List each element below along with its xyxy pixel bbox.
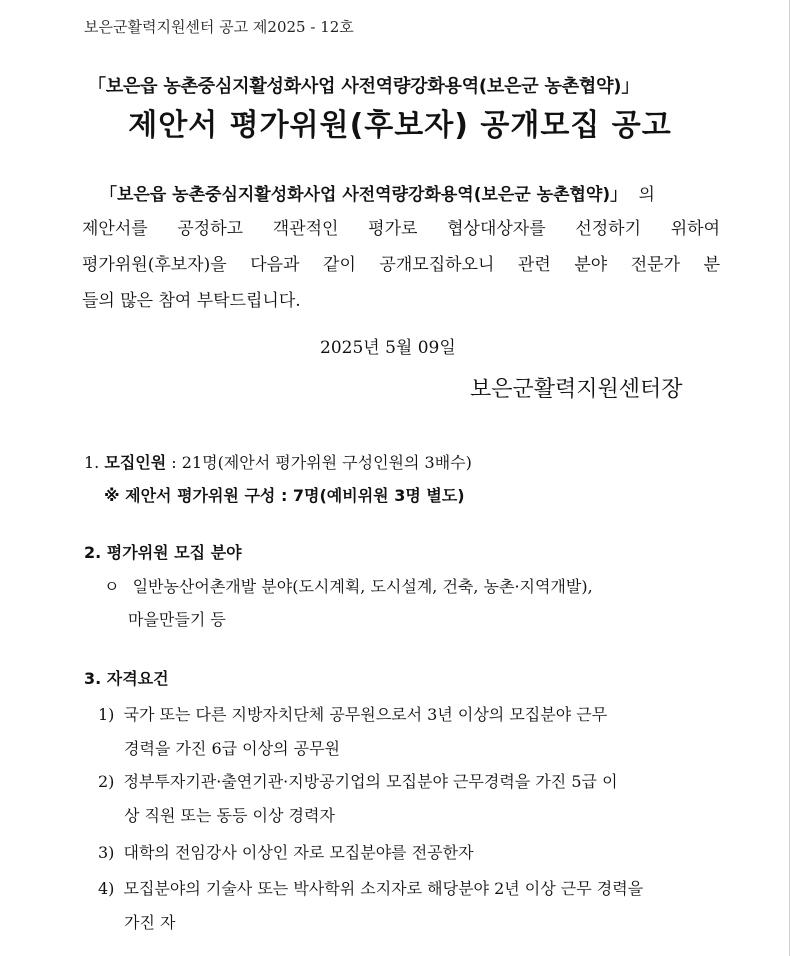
- qualification-1-number: 1): [98, 705, 115, 724]
- section-1-note: ※ 제안서 평가위원 구성 : 7명(예비위원 3명 별도): [104, 486, 465, 505]
- intro-line-1-tail: 의: [638, 185, 655, 205]
- qualification-item-3: [98, 840, 474, 863]
- qualification-4-line-2: 가진 자: [124, 913, 176, 932]
- section-2-item: [104, 574, 593, 597]
- qualification-item-2: [98, 769, 618, 792]
- intro-project-name: 「보은읍 농촌중심지활성화사업 사전역량강화용역(보은군 농촌협약)」: [100, 185, 628, 205]
- qualification-2-line-2: 상 직원 또는 동등 이상 경력자: [124, 806, 335, 825]
- qualification-3-line-1: 대학의 전임강사 이상인 자로 모집분야를 전공한자: [123, 843, 474, 862]
- signer: 보은군활력지원센터장: [470, 377, 683, 402]
- qualification-2-number: 2): [98, 772, 115, 791]
- qualification-item-1: [98, 702, 720, 725]
- section-2-line-1: 일반농산어촌개발 분야(도시계획, 도시설계, 건축, 농촌·지역개발),: [132, 577, 593, 596]
- section-1-label: 모집인원: [104, 453, 167, 472]
- qualification-2-line-1: 정부투자기관·출연기관·지방공기업의 모집분야 근무경력을 가진 5급 이: [123, 772, 618, 791]
- qualification-1-line-1: 국가 또는 다른 지방자치단체 공무원으로서 3년 이상의 모집분야 근무: [123, 705, 608, 724]
- intro-line-2: 제안서를 공정하고 객관적인 평가로 협상대상자를 선정하기 위하여: [82, 219, 720, 239]
- section-1-number: 1.: [84, 453, 100, 472]
- qualification-4-number: 4): [98, 879, 115, 898]
- bullet-icon: ㅇ: [104, 577, 120, 596]
- qualification-3-number: 3): [98, 843, 115, 862]
- qualification-1-line-2: 경력을 가진 6급 이상의 공무원: [124, 739, 340, 758]
- document-number: 보은군활력지원센터 공고 제2025 - 12호: [84, 18, 354, 36]
- intro-line-4: 들의 많은 참여 부탁드립니다.: [82, 291, 301, 311]
- section-1-heading: [84, 450, 472, 473]
- section-2-line-2: 마을만들기 등: [128, 610, 226, 629]
- notice-title: 제안서 평가위원(후보자) 공개모집 공고: [128, 108, 672, 143]
- section-3-heading: 3. 자격요건: [84, 669, 169, 688]
- notice-date: 2025년 5월 09일: [320, 338, 456, 358]
- qualification-item-4: [98, 876, 643, 899]
- section-1-value: : 21명(제안서 평가위원 구성인원의 3배수): [166, 453, 472, 472]
- intro-line-3: 평가위원(후보자)을 다음과 같이 공개모집하오니 관련 분야 전문가 분: [82, 255, 720, 275]
- qualification-4-line-1: 모집분야의 기술사 또는 박사학위 소지자로 해당분야 2년 이상 근무 경력을: [123, 879, 644, 898]
- intro-line-1: [100, 180, 655, 205]
- notice-subtitle: 「보은읍 농촌중심지활성화사업 사전역량강화용역(보은군 농촌협약)」: [88, 76, 640, 97]
- section-2-heading: 2. 평가위원 모집 분야: [84, 543, 242, 562]
